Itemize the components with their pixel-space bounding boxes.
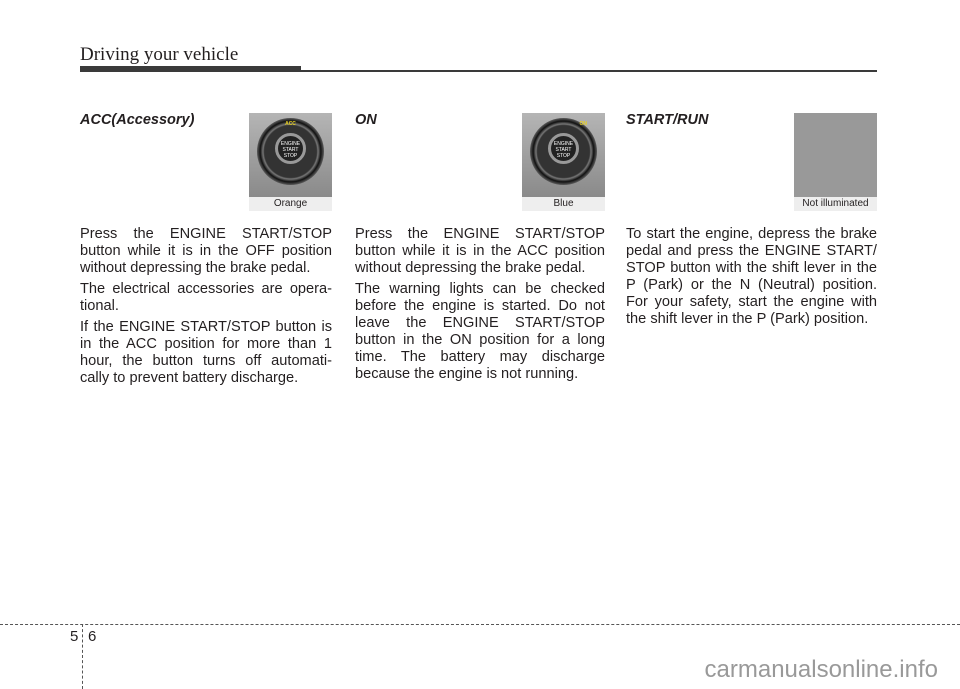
button-image-on [522, 113, 605, 211]
watermark: carmanualsonline.info [704, 656, 938, 683]
column-on [355, 110, 605, 214]
body-start-run [626, 226, 877, 332]
image-caption: Not illuminated [794, 197, 877, 211]
ring-label: ACC [285, 121, 296, 127]
page-number: 6 [88, 628, 97, 645]
header-rule [301, 70, 877, 72]
paragraph: The electrical accessories are opera-tional. [80, 281, 332, 314]
column-acc [80, 110, 332, 214]
paragraph: Press the ENGINE START/STOP button while it is in the OFF position without depressing the brake pedal. [80, 226, 332, 276]
header-bar [80, 66, 301, 72]
paragraph: Press the ENGINE START/STOP button while it is in the ACC position without depressing the brake pedal. [355, 226, 605, 276]
footer-divider [82, 624, 83, 689]
body-on [355, 226, 605, 387]
paragraph: If the ENGINE START/STOP button is in the ACC position for more than 1 hour, the button turns off automati-cally to prevent battery discharge. [80, 319, 332, 386]
image-caption: Blue [522, 197, 605, 211]
paragraph: The warning lights can be checked before the engine is started. Do not leave the ENGINE START/STOP button in the ON position for a long time. The battery may discharge because the engine is not running. [355, 281, 605, 382]
column-start-run [626, 110, 877, 214]
button-image-acc [249, 113, 332, 211]
heading-start-run: START/RUN [626, 112, 709, 128]
image-caption: Orange [249, 197, 332, 211]
paragraph: To start the engine, depress the brake pedal and press the ENGINE START/ STOP button with the shift lever in the P (Park) or the N (Neutral) position. For your safety, start the engine with the shift lever in the P (Park) position. [626, 226, 877, 327]
body-acc [80, 226, 332, 391]
start-stop-button-icon: ENGINE START STOP [548, 133, 579, 164]
section-title: Driving your vehicle [80, 44, 239, 65]
button-image-start-run [794, 113, 877, 211]
start-stop-button-icon: ENGINE START STOP [275, 133, 306, 164]
ring-label: ON [579, 121, 587, 127]
footer-rule [0, 624, 960, 625]
section-number: 5 [70, 628, 79, 645]
heading-acc: ACC(Accessory) [80, 112, 195, 128]
heading-on: ON [355, 112, 377, 128]
